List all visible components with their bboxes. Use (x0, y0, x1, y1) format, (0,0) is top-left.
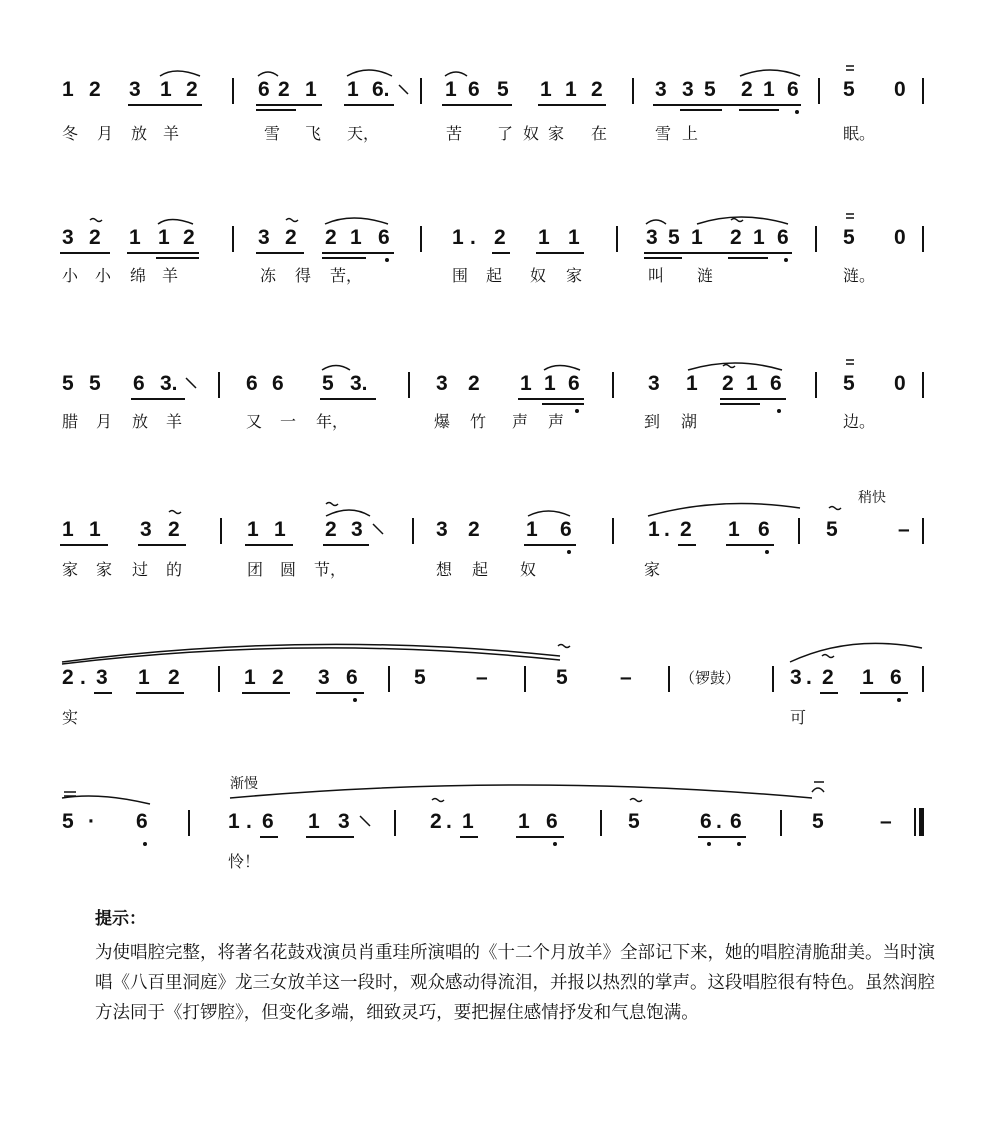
barline (420, 78, 422, 104)
note: 1 (728, 518, 740, 541)
note: 1 (862, 666, 874, 689)
underline (320, 398, 376, 400)
note: 6. (372, 78, 390, 101)
note: 3 (436, 518, 448, 541)
note: 1 (228, 810, 240, 833)
note: 2 (285, 226, 297, 249)
lyric: 绵 (130, 266, 147, 285)
barline (600, 810, 602, 836)
note: 1 (691, 226, 703, 249)
note: 1 (746, 372, 758, 395)
note: 2 (62, 666, 74, 689)
note: 2 (722, 372, 734, 395)
lyric: 的 (166, 560, 183, 579)
lyric: 涟。 (843, 266, 876, 285)
lyric: 了 (497, 124, 514, 143)
note: 3 (436, 372, 448, 395)
underline (323, 544, 369, 546)
note: 1 (686, 372, 698, 395)
note: 2 (183, 226, 195, 249)
note: 5 (843, 226, 855, 249)
note: 1 (568, 226, 580, 249)
octave-dot (897, 698, 901, 702)
tempo-marking: 渐慢 (230, 776, 258, 792)
note: 5 (826, 518, 838, 541)
note: 1 (160, 78, 172, 101)
lyric: 在 (591, 124, 608, 143)
barline (668, 666, 670, 692)
lyric: 家 (548, 124, 565, 143)
lyric: 圆 (280, 560, 297, 579)
note: 6 (378, 226, 390, 249)
slur-marks (0, 802, 986, 862)
note: 1 (305, 78, 317, 101)
lyric: 羊 (163, 124, 180, 143)
underline (156, 257, 199, 259)
barline (922, 226, 924, 252)
note: 5 (843, 372, 855, 395)
slur-marks (0, 70, 986, 130)
underline (739, 109, 779, 111)
lyric: 家 (644, 560, 661, 579)
underline (518, 398, 584, 400)
lyric: 放 (132, 412, 149, 431)
note: 1 (158, 226, 170, 249)
barline (232, 226, 234, 252)
underline (860, 692, 908, 694)
percussion-marking: （锣鼓） (680, 669, 741, 687)
barline (772, 666, 774, 692)
note: 3 (790, 666, 802, 689)
note: 5 (628, 810, 640, 833)
note: – (476, 666, 488, 689)
underline (698, 836, 746, 838)
underline (128, 104, 202, 106)
note: 3 (140, 518, 152, 541)
underline (306, 836, 354, 838)
barline (612, 372, 614, 398)
note: 6 (730, 810, 742, 833)
note: 3 (655, 78, 667, 101)
note: 1 (538, 226, 550, 249)
lyric: 冬 (62, 124, 79, 143)
note: 5 (668, 226, 680, 249)
underline (726, 544, 774, 546)
barline (218, 666, 220, 692)
note: 3 (258, 226, 270, 249)
octave-dot (784, 258, 788, 262)
lyric: 小 (62, 266, 79, 285)
lyric: 月 (97, 124, 114, 143)
barline (524, 666, 526, 692)
underline (344, 104, 394, 106)
barline (632, 78, 634, 104)
underline (460, 836, 478, 838)
lyric: 实 (62, 708, 79, 727)
lyric: 涟 (697, 266, 714, 285)
lyric: 又 (246, 412, 263, 431)
note: . (716, 810, 722, 833)
note: . (806, 666, 812, 689)
underline (720, 398, 786, 400)
note: 5 (62, 810, 74, 833)
notes-section (95, 906, 935, 1028)
barline (394, 810, 396, 836)
lyric: 腊 (62, 412, 79, 431)
lyric: 眠。 (843, 124, 876, 143)
barline (188, 810, 190, 836)
barline (922, 518, 924, 544)
note: 6 (546, 810, 558, 833)
note: 2 (325, 518, 337, 541)
barline (408, 372, 410, 398)
underline (322, 252, 394, 254)
note: 1 (244, 666, 256, 689)
lyric: 羊 (166, 412, 183, 431)
note: 1 (753, 226, 765, 249)
note: 3. (350, 372, 368, 395)
lyric: 冻 (260, 266, 277, 285)
note: 1 (518, 810, 530, 833)
barline (220, 518, 222, 544)
underline (542, 403, 584, 405)
note: 5 (414, 666, 426, 689)
note: 2 (822, 666, 834, 689)
note: 5 (497, 78, 509, 101)
note: – (620, 666, 632, 689)
lyric: 湖 (681, 412, 698, 431)
underline (728, 257, 768, 259)
barline (798, 518, 800, 544)
barline (612, 518, 614, 544)
note: 6 (272, 372, 284, 395)
lyric: 上 (682, 124, 699, 143)
barline (388, 666, 390, 692)
note: 3 (351, 518, 363, 541)
note: 6 (777, 226, 789, 249)
final-barline-thick (919, 808, 924, 836)
barline (232, 78, 234, 104)
barline (218, 372, 220, 398)
barline (420, 226, 422, 252)
note: 2 (468, 372, 480, 395)
note: 3 (96, 666, 108, 689)
note: 2 (89, 78, 101, 101)
lyric: 竹 (470, 412, 487, 431)
tempo-marking: 稍快 (858, 490, 886, 506)
lyric: 月 (96, 412, 113, 431)
lyric: 家 (566, 266, 583, 285)
octave-dot (353, 698, 357, 702)
note: 3. (160, 372, 178, 395)
note: 1 (308, 810, 320, 833)
note: 1 (138, 666, 150, 689)
note: 3 (648, 372, 660, 395)
note: 6 (700, 810, 712, 833)
note: 2 (325, 226, 337, 249)
note: 1 (347, 78, 359, 101)
lyric: 天， (347, 124, 380, 143)
notes-body: 为使唱腔完整，将著名花鼓戏演员肖重珪所演唱的《十二个月放羊》全部记下来，她的唱腔清脆甜美。当时演唱《八百里洞庭》龙三女放羊这一段时，观众感动得流泪，并报以热烈的掌声。这段唱腔很有特色。虽然润腔方法同于《打锣腔》，但变化多端，细致灵巧，要把握住感情抒发和气息饱满。 (95, 943, 935, 1023)
notes-title: 提示： (95, 909, 146, 929)
lyric: 边。 (843, 412, 876, 431)
note: 5 (843, 78, 855, 101)
note: 1 (247, 518, 259, 541)
underline (138, 544, 186, 546)
note: 0 (894, 78, 906, 101)
note: 1 (540, 78, 552, 101)
underline (131, 398, 185, 400)
lyric: 飞 (305, 124, 322, 143)
note: 1 (462, 810, 474, 833)
underline (820, 692, 838, 694)
note: 2 (168, 518, 180, 541)
lyric: 羊 (162, 266, 179, 285)
note: 6 (133, 372, 145, 395)
note: 2 (430, 810, 442, 833)
note: 2 (591, 78, 603, 101)
barline (815, 372, 817, 398)
octave-dot (385, 258, 389, 262)
note: 1 (274, 518, 286, 541)
lyric: 想 (436, 560, 453, 579)
note: 1 (648, 518, 660, 541)
octave-dot (567, 550, 571, 554)
underline (678, 544, 696, 546)
underline (316, 692, 364, 694)
lyric: 节， (314, 560, 347, 579)
note: 1 (565, 78, 577, 101)
lyric: 一 (280, 412, 297, 431)
underline (127, 252, 199, 254)
note: 1 (129, 226, 141, 249)
note: 2 (278, 78, 290, 101)
note: 6 (258, 78, 270, 101)
underline (256, 109, 296, 111)
lyric: 苦， (330, 266, 363, 285)
note: 1 (350, 226, 362, 249)
lyric: 团 (247, 560, 264, 579)
note: 3 (129, 78, 141, 101)
octave-dot (737, 842, 741, 846)
underline (245, 544, 293, 546)
barline (922, 666, 924, 692)
note: 5 (89, 372, 101, 395)
note: 6 (468, 78, 480, 101)
underline (492, 252, 510, 254)
lyric: 奴 (520, 560, 537, 579)
note: 1 (445, 78, 457, 101)
note: 0 (894, 226, 906, 249)
lyric: 怜！ (228, 852, 261, 871)
underline (256, 104, 322, 106)
note: 2 (730, 226, 742, 249)
note: 6 (890, 666, 902, 689)
lyric: 雪 (264, 124, 281, 143)
note: 1 (89, 518, 101, 541)
underline (720, 403, 760, 405)
note: 2 (89, 226, 101, 249)
lyric: 过 (132, 560, 149, 579)
underline (644, 257, 682, 259)
note: 2 (741, 78, 753, 101)
lyric: 起 (472, 560, 489, 579)
note: 0 (894, 372, 906, 395)
note: 3 (62, 226, 74, 249)
octave-dot (553, 842, 557, 846)
barline (815, 226, 817, 252)
lyric: 家 (96, 560, 113, 579)
lyric: 年， (316, 412, 349, 431)
barline (922, 78, 924, 104)
note: 6 (758, 518, 770, 541)
lyric: 叫 (648, 266, 665, 285)
octave-dot (795, 110, 799, 114)
note: – (898, 518, 910, 541)
underline (680, 109, 722, 111)
lyric: 起 (486, 266, 503, 285)
note: . (664, 518, 670, 541)
note: 1 (544, 372, 556, 395)
note: 3 (682, 78, 694, 101)
lyric: 放 (131, 124, 148, 143)
note: 1 (452, 226, 464, 249)
underline (94, 692, 112, 694)
note: 2 (680, 518, 692, 541)
note: . (246, 810, 252, 833)
note: 3 (646, 226, 658, 249)
final-barline-thin (914, 808, 916, 836)
underline (60, 544, 108, 546)
lyric: 得 (295, 266, 312, 285)
note: 3 (318, 666, 330, 689)
underline (538, 104, 606, 106)
barline (818, 78, 820, 104)
octave-dot (777, 409, 781, 413)
note: 1 (520, 372, 532, 395)
lyric: 到 (644, 412, 661, 431)
note: 2 (168, 666, 180, 689)
note: 6 (568, 372, 580, 395)
note: 2 (468, 518, 480, 541)
lyric: 奴 (523, 124, 540, 143)
underline (60, 252, 110, 254)
octave-dot (765, 550, 769, 554)
underline (524, 544, 576, 546)
barline (412, 518, 414, 544)
lyric: 小 (95, 266, 112, 285)
barline (922, 372, 924, 398)
note: 6 (560, 518, 572, 541)
note: 6 (246, 372, 258, 395)
note: . (470, 226, 476, 249)
octave-dot (575, 409, 579, 413)
barline (616, 226, 618, 252)
underline (242, 692, 290, 694)
note: 6 (787, 78, 799, 101)
underline (260, 836, 278, 838)
lyric: 苦 (446, 124, 463, 143)
note: 1 (62, 518, 74, 541)
note: 2 (494, 226, 506, 249)
underline (653, 104, 801, 106)
note: 1 (62, 78, 74, 101)
note: 2 (186, 78, 198, 101)
lyric: 声 (548, 412, 565, 431)
octave-dot (707, 842, 711, 846)
note: . (80, 666, 86, 689)
note: . (446, 810, 452, 833)
note: 5 (704, 78, 716, 101)
lyric: 声 (512, 412, 529, 431)
note: 5 (812, 810, 824, 833)
note: 5 (322, 372, 334, 395)
note: 5 (556, 666, 568, 689)
underline (322, 257, 366, 259)
note: – (880, 810, 892, 833)
lyric: 奴 (530, 266, 547, 285)
note: 5 (62, 372, 74, 395)
lyric: 家 (62, 560, 79, 579)
underline (442, 104, 512, 106)
note: 6 (346, 666, 358, 689)
note: 1 (763, 78, 775, 101)
underline (136, 692, 184, 694)
underline (516, 836, 564, 838)
note: 6 (136, 810, 148, 833)
note: 3 (338, 810, 350, 833)
lyric: 雪 (655, 124, 672, 143)
underline (256, 252, 304, 254)
underline (536, 252, 584, 254)
note: 6 (262, 810, 274, 833)
lyric: 爆 (434, 412, 451, 431)
lyric: 围 (452, 266, 469, 285)
note: 2 (272, 666, 284, 689)
note: · (88, 810, 95, 833)
note: 1 (526, 518, 538, 541)
note: 6 (770, 372, 782, 395)
underline (644, 252, 792, 254)
lyric: 可 (790, 708, 807, 727)
barline (780, 810, 782, 836)
octave-dot (143, 842, 147, 846)
